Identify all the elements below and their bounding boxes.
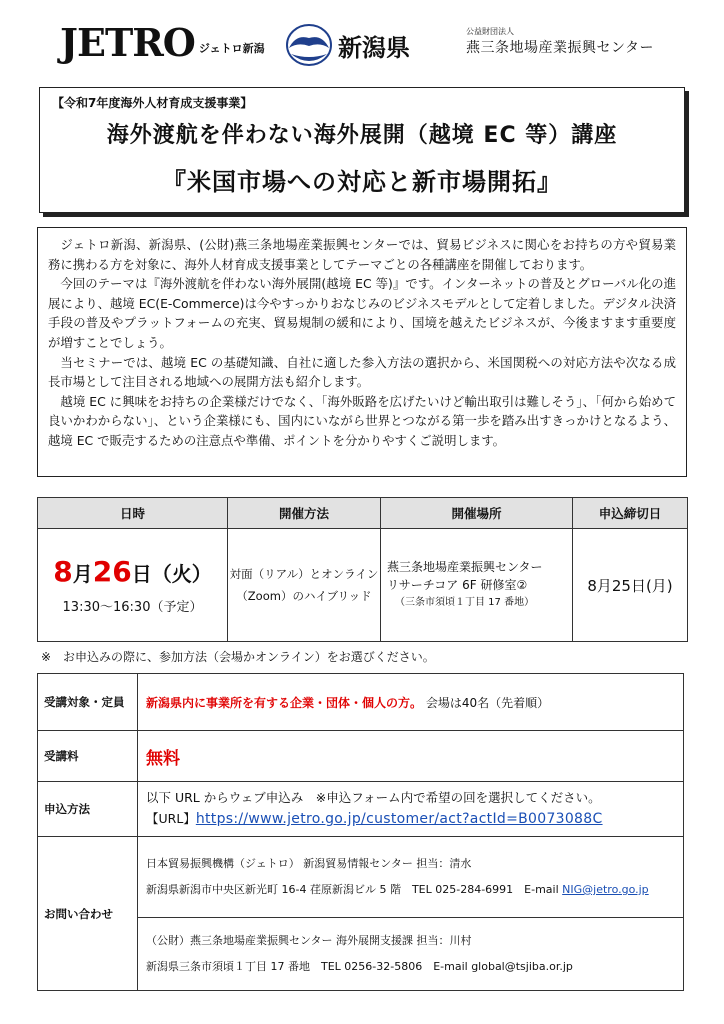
target-label: 受講対象・定員 (38, 674, 138, 731)
info-row-target (38, 674, 684, 731)
schedule-header-row (38, 498, 688, 529)
method-line: （Zoom）のハイブリッド (236, 589, 372, 603)
target-value (138, 674, 684, 731)
intro-paragraph: ジェトロ新潟、新潟県、(公財)燕三条地場産業振興センターでは、貿易ビジネスに関心をお持ちの方や貿易業務に携わる方を対象に、海外人材育成支援事業としてテーマごとの各種講座を開催しております。 (48, 237, 676, 272)
apply-instructions: 以下 URL からウェブ申込み ※申込フォーム内で希望の回を選択してください。 (146, 790, 601, 805)
tsubame-sanjo-logo (466, 26, 654, 57)
info-row-apply (38, 782, 684, 837)
contact-jetro-address-text: 新潟県新潟市中央区新光町 16-4 荏原新潟ビル 5 階 TEL 025-284-6991 E-mail (146, 883, 563, 896)
fee-cell (138, 731, 684, 782)
deadline-cell (573, 529, 688, 642)
venue-cell (381, 529, 573, 642)
contact-jetro-org: 日本貿易振興機構（ジェトロ） 新潟貿易情報センター 担当：清水 (146, 857, 472, 870)
jetro-logo-mark: JETRO (60, 20, 195, 65)
method-cell (228, 529, 381, 642)
apply-label: 申込方法 (38, 782, 138, 837)
niigata-pref-logo (286, 24, 410, 66)
seminar-subtitle: 『米国市場への対応と新市場開拓』 (162, 168, 562, 196)
info-row-fee (38, 731, 684, 782)
niigata-pref-name: 新潟県 (338, 33, 410, 62)
deadline-date: 8月25日(月) (587, 576, 673, 595)
contact-tsjiba-org: （公財）燕三条地場産業振興センター 海外展開支援課 担当：川村 (146, 934, 472, 947)
event-time: 13:30～16:30（予定） (62, 600, 203, 615)
participation-note: ※ お申込みの際に、参加方法（会場かオンライン）をお選びください。 (41, 650, 435, 664)
info-table (37, 673, 684, 991)
apply-cell (138, 782, 684, 837)
date-day: 26 (92, 555, 132, 588)
header-logos (60, 22, 670, 72)
assoc-type: 公益財団法人 (466, 27, 514, 36)
seminar-title: 海外渡航を伴わない海外展開（越境 EC 等）講座 (106, 123, 618, 148)
date-month: 8 (53, 555, 73, 588)
intro-paragraph: 今回のテーマは『海外渡航を伴わない海外展開(越境 EC 等)』です。インターネットの普及とグローバル化の進展により、越境 EC(E-Commerce)は今やすっかりおなじみのビジネスモデルとして定着しました。デジタル決済手段の普及やプラットフォームの充実、貿易規制の緩和により、国境を越えたビジネスが、今後ますます重要度が増すことでしょう。 (48, 276, 676, 350)
intro-box (37, 227, 687, 477)
target-capacity: 会場は40名（先着順） (425, 695, 550, 710)
date-day-unit: 日 (131, 562, 152, 586)
jetro-logo-subtitle: ジェトロ新潟 (198, 42, 265, 55)
fee-label: 受講料 (38, 731, 138, 782)
title-box (39, 87, 685, 213)
assoc-name: 燕三条地場産業振興センター (466, 40, 654, 56)
jetro-logo (60, 22, 265, 64)
date-weekday: （火） (151, 562, 212, 586)
header-datetime: 日時 (38, 498, 228, 529)
fee-value: 無料 (146, 748, 180, 769)
apply-url-prefix: 【URL】 (146, 811, 196, 826)
schedule-table (37, 497, 688, 642)
contact-tsjiba (138, 918, 684, 991)
target-eligibility: 新潟県内に事業所を有する企業・団体・個人の方。 (146, 695, 423, 710)
program-label: 【令和7年度海外人材育成支援事業】 (52, 96, 253, 110)
method-line: 対面（リアル）とオンライン (229, 567, 379, 581)
venue-room: リサーチコア 6F 研修室② (387, 578, 528, 592)
intro-paragraph: 当セミナーでは、越境 EC の基礎知識、自社に適した参入方法の選択から、米国関税への対応方法や次なる成長市場として注目される地域への展開方法も紹介します。 (48, 354, 676, 390)
info-row-contact (38, 837, 684, 918)
venue-address: （三条市須頃１丁目 17 番地） (395, 597, 535, 608)
contact-label: お問い合わせ (38, 837, 138, 991)
contact-jetro-address (146, 877, 675, 903)
header-venue: 開催場所 (381, 498, 573, 529)
niigata-pref-emblem-icon (286, 24, 332, 66)
venue-name: 燕三条地場産業振興センター (387, 560, 543, 574)
schedule-row (38, 529, 688, 642)
apply-url-line (146, 808, 675, 830)
intro-paragraph: 越境 EC に興味をお持ちの企業様だけでなく、「海外販路を広げたいけど輸出取引は難しそう」、「何から始めて良いかわからない」、という企業様にも、国内にいながら世界とつながる第一歩を踏み出すきっかけとなるよう、越境 EC で販売するための注意点や準備、ポイントを分かりやすくご説明します。 (48, 393, 676, 448)
datetime-cell (38, 529, 228, 642)
contact-tsjiba-address: 新潟県三条市須頃１丁目 17 番地 TEL 0256-32-5806 E-mail global@tsjiba.or.jp (146, 960, 573, 973)
header-deadline: 申込締切日 (573, 498, 688, 529)
apply-url-link[interactable]: https://www.jetro.go.jp/customer/act?actId=B0073088C (195, 811, 603, 827)
contact-jetro (138, 837, 684, 918)
event-date (38, 555, 227, 588)
contact-jetro-email-link[interactable]: NIG@jetro.go.jp (562, 883, 649, 896)
header-method: 開催方法 (228, 498, 381, 529)
date-month-unit: 月 (72, 562, 93, 586)
